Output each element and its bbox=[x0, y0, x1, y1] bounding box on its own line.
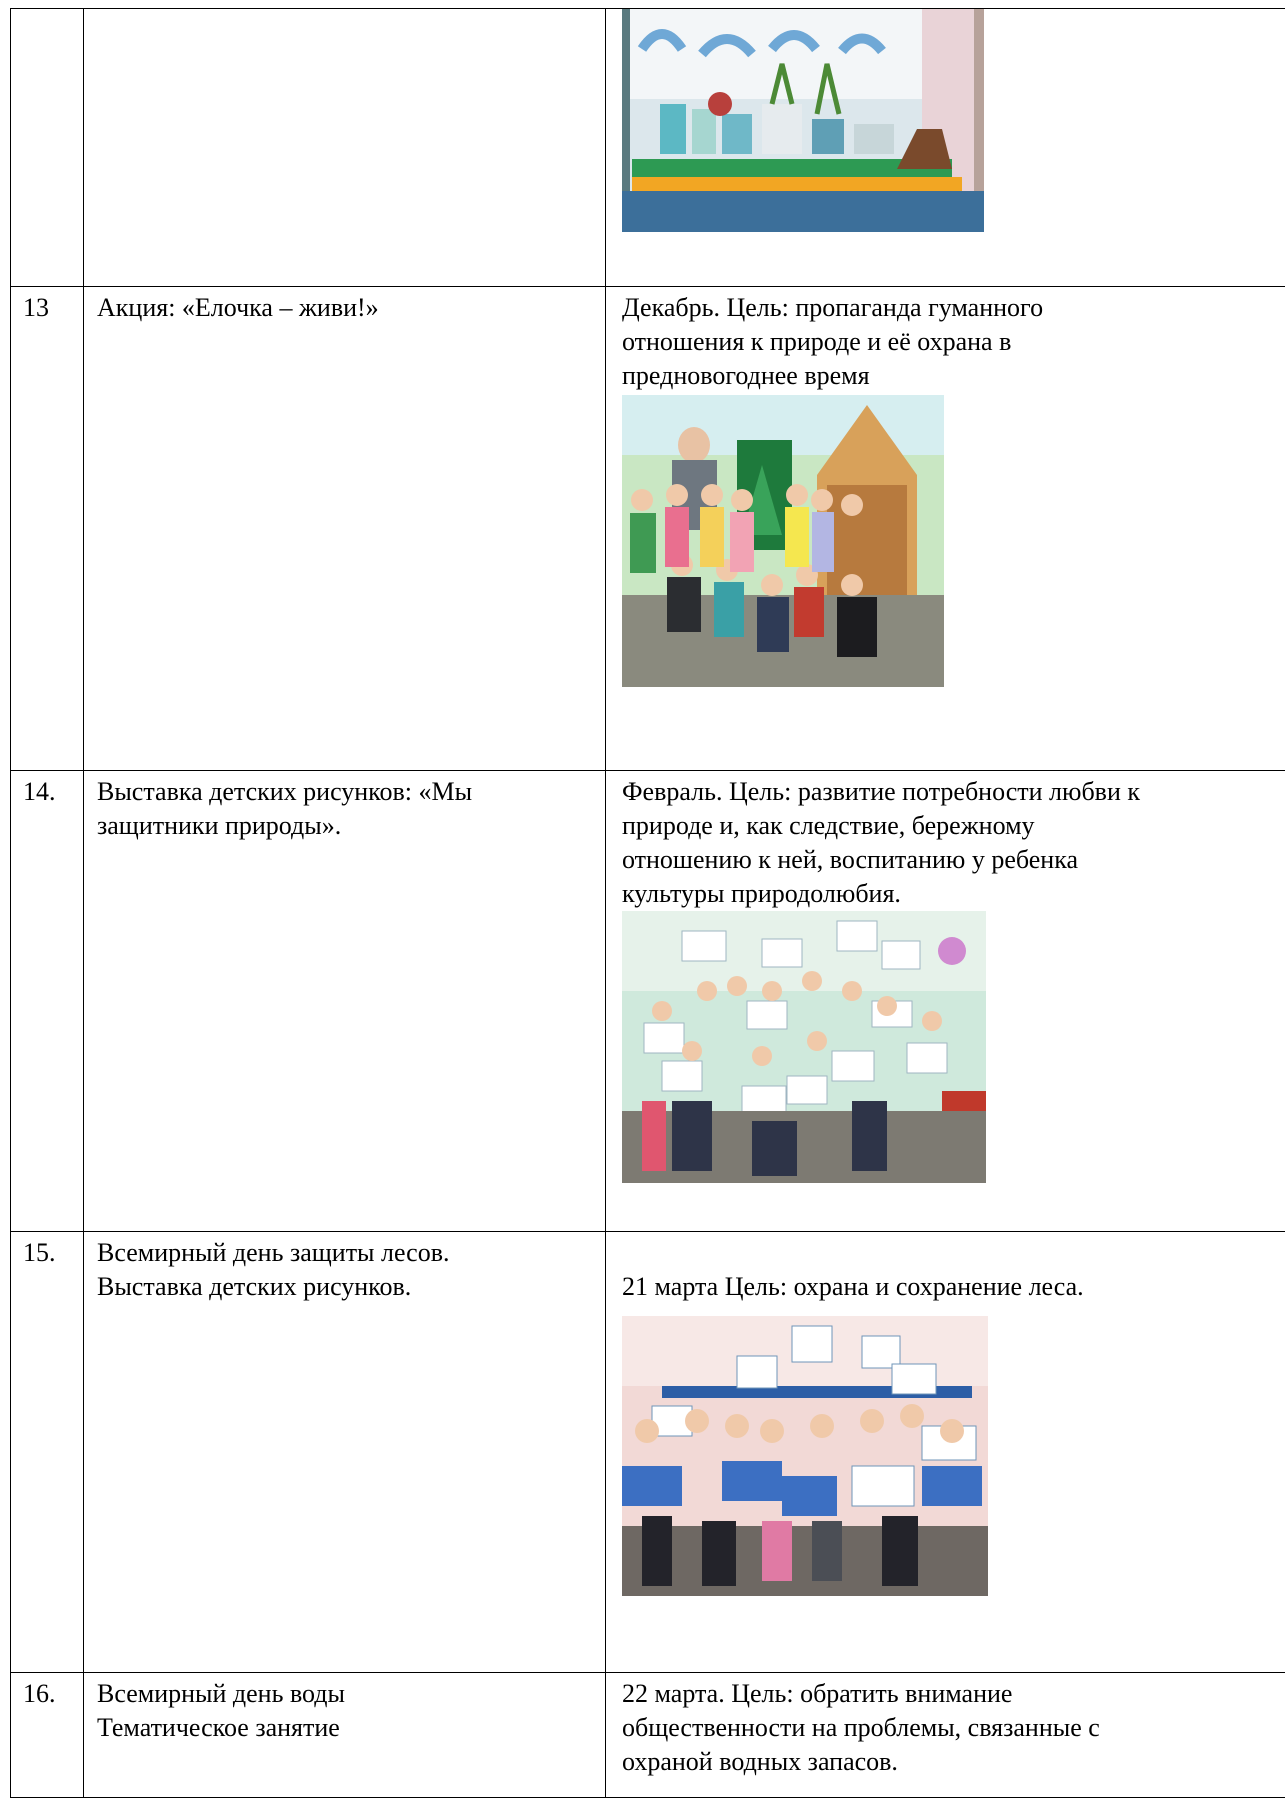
group-with-teacher-photo bbox=[622, 395, 1284, 687]
event-description bbox=[606, 1232, 1285, 1673]
description-line: природе и, как следствие, бережному bbox=[622, 809, 1285, 843]
row-number bbox=[11, 9, 84, 287]
event-title-line: Всемирный день воды bbox=[97, 1677, 595, 1711]
description-line: 22 марта. Цель: обратить внимание bbox=[622, 1677, 1284, 1711]
children-with-drawings-photo bbox=[622, 911, 1285, 1183]
row-number: 15. bbox=[11, 1232, 84, 1673]
event-description bbox=[606, 771, 1285, 1232]
description-line: культуры природолюбия. bbox=[622, 877, 1285, 911]
events-table bbox=[10, 8, 1285, 1798]
table-row bbox=[11, 9, 1285, 287]
description-line: Декабрь. Цель: пропаганда гуманного bbox=[622, 291, 1284, 325]
table-row bbox=[11, 1673, 1285, 1798]
event-title bbox=[84, 1232, 606, 1673]
event-title-line: Всемирный день защиты лесов. bbox=[97, 1236, 595, 1270]
event-title-line: Акция: «Елочка – живи!» bbox=[97, 291, 595, 325]
description-line: общественности на проблемы, связанные с bbox=[622, 1711, 1284, 1745]
event-description bbox=[606, 9, 1285, 287]
description-line: 21 марта Цель: охрана и сохранение леса. bbox=[622, 1270, 1284, 1304]
description-line: охраной водных запасов. bbox=[622, 1745, 1284, 1779]
row-number: 13 bbox=[11, 287, 84, 771]
event-title-line: Выставка детских рисунков. bbox=[97, 1270, 595, 1304]
event-title bbox=[84, 1673, 606, 1798]
table-row bbox=[11, 287, 1285, 771]
row-number: 14. bbox=[11, 771, 84, 1232]
event-description bbox=[606, 1673, 1285, 1798]
description-line: Февраль. Цель: развитие потребности любви к bbox=[622, 775, 1285, 809]
event-title-line: Выставка детских рисунков: «Мы bbox=[97, 775, 595, 809]
forest-drawings-photo bbox=[622, 1316, 1284, 1596]
description-line: отношению к ней, воспитанию у ребенка bbox=[622, 843, 1285, 877]
row-number: 16. bbox=[11, 1673, 84, 1798]
event-title-line: защитники природы». bbox=[97, 809, 595, 843]
event-title bbox=[84, 771, 606, 1232]
event-title bbox=[84, 9, 606, 287]
description-line: предновогоднее время bbox=[622, 359, 1284, 393]
event-title-line: Тематическое занятие bbox=[97, 1711, 595, 1745]
table-row bbox=[11, 771, 1285, 1232]
description-line: отношения к природе и её охрана в bbox=[622, 325, 1284, 359]
event-title bbox=[84, 287, 606, 771]
event-description bbox=[606, 287, 1285, 771]
table-row bbox=[11, 1232, 1285, 1673]
window-sill-plants-photo bbox=[622, 9, 1285, 232]
